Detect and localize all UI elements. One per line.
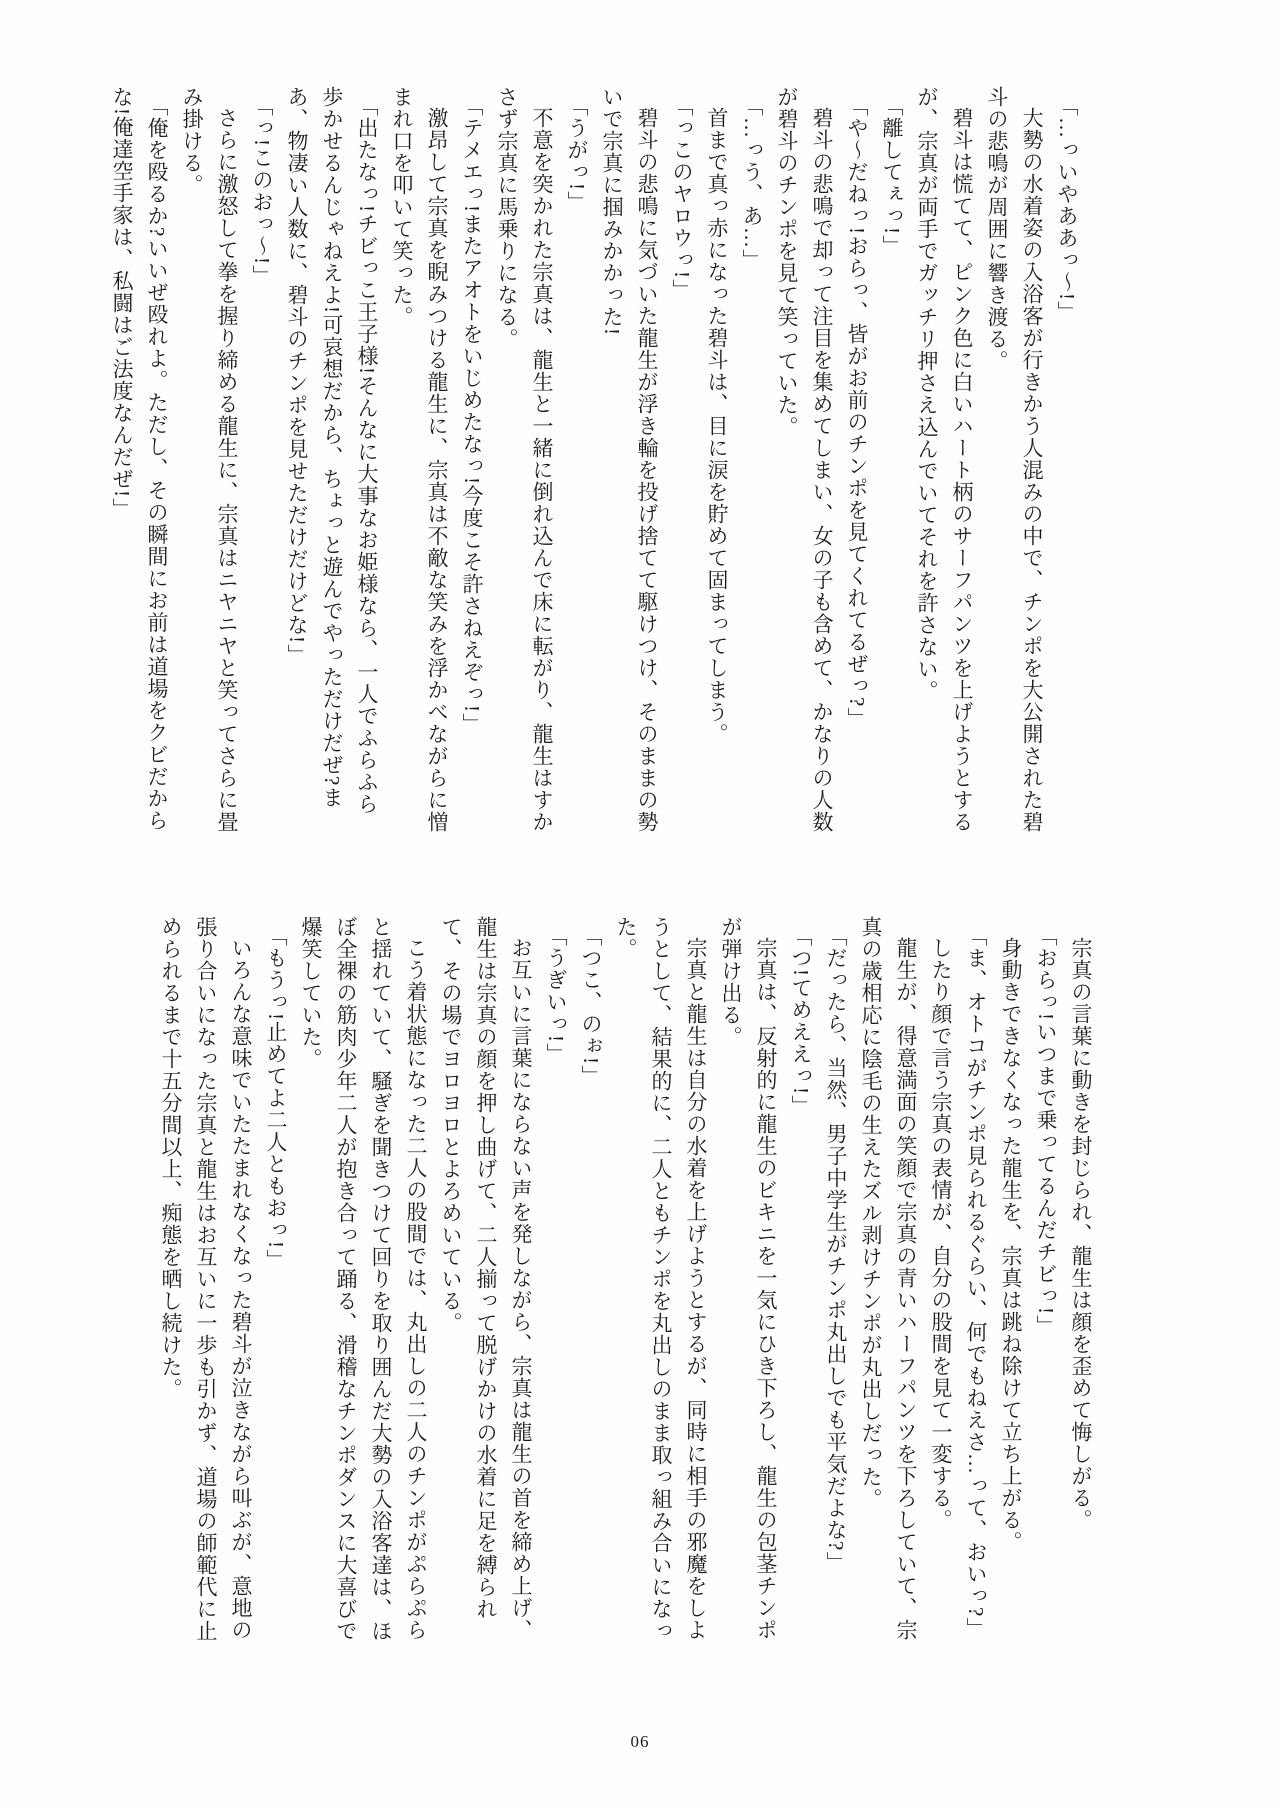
paragraph: お互いに言葉にならない声を発しながら、宗真は龍生の首を締め上げ、龍生は宗真の顔を押し曲げて、二人揃って脱げかけの水着に足を縛られて、その場でヨロヨロとよろめいている。	[439, 916, 533, 1641]
paragraph: さらに激怒して拳を握り締める龍生に、宗真はニヤニヤと笑ってさらに畳み掛ける。	[180, 86, 239, 833]
bottom-text-block	[153, 916, 1098, 1656]
paragraph: 「うぎいっ!」	[544, 925, 568, 1066]
paragraph: 宗真の言葉に動きを封じられ、龍生は顔を歪めて悔しがる。	[1069, 937, 1093, 1531]
paragraph: 身動きできなくなった龍生を、宗真は跳ね除けて立ち上がる。	[999, 937, 1023, 1553]
paragraph: 宗真と龍生は自分の水着を上げようとするが、同時に相手の邪魔をしようとして、結果的に、二人ともチンポを丸出しのまま取っ組み合いになった。	[614, 916, 708, 1642]
paragraph: したり顔で言う宗真の表情が、自分の股間を見て一変する。	[929, 937, 953, 1531]
paragraph: 「俺を殴るか?いいぜ殴れよ。ただし、その瞬間にお前は道場をクビだからな!俺達空手家は、私闘はご法度なんだぜ!」	[110, 86, 169, 832]
paragraph: いろんな意味でいたたまれなくなった碧斗が泣きながら叫ぶが、意地の張り合いになった宗真と龍生はお互いに一歩も引かず、道場の師範代に止められるまで十五分間以上、痴態を晒し続けた。	[159, 916, 253, 1642]
paragraph: 「もうっ!止めてよ二人ともおっ!」	[264, 925, 288, 1272]
paragraph: 「出たなっ!チビっこ王子様!そんなに大事なお姫様なら、一人でふらふら歩かせるんじゃねえよ!可哀想だから、ちょっと遊んでやっただけだぜ?まあ、物凄い人数に、碧斗のチンポを見せただけだけどな!」	[285, 86, 379, 816]
paragraph: 「つこ、のぉ!」	[579, 925, 603, 1088]
paragraph: 碧斗の悲鳴で却って注目を集めてしまい、女の子も含めて、かなりの人数が碧斗のチンポを見て笑っていた。	[775, 86, 834, 833]
paragraph: 宗真は、反射的に龍生のビキニを一気にひき下ろし、龍生の包茎チンポが弾け出る。	[719, 916, 778, 1641]
paragraph: 「おらっ!いつまで乗ってるんだチビっ!」	[1034, 925, 1058, 1338]
page-number: 06	[630, 1732, 650, 1751]
paragraph: 「…っう、あ…」	[740, 95, 764, 272]
paragraph: 首まで真っ赤になった碧斗は、目に涙を貯めて固まってしまう。	[705, 107, 729, 745]
paragraph: 激昂して宗真を睨みつける龍生に、宗真は不敵な笑みを浮かべながらに憎まれ口を叩いて笑った。	[390, 86, 449, 833]
paragraph: 「…っいやああっ〜!」	[1055, 95, 1079, 324]
paragraph: 「つ!てめええっ!」	[789, 925, 813, 1118]
paragraph: 「離してぇっ!」	[880, 95, 904, 258]
paragraph: 不意を突かれた宗真は、龍生と一緒に倒れ込んで床に転がり、龍生はすかさず宗真に馬乗りになる。	[495, 86, 554, 833]
paragraph: 碧斗の悲鳴に気づいた龍生が浮き輪を投げ捨てて駆けつけ、そのままの勢いで宗真に掴みかかった!	[600, 86, 659, 833]
paragraph: 「っこのヤロウっ!」	[670, 95, 694, 302]
top-text-block	[104, 86, 1084, 834]
paragraph: 「うがっ!」	[565, 95, 589, 214]
paragraph: 碧斗は慌てて、ピンク色に白いハート柄のサーフパンツを上げようとするが、宗真が両手でガッチリ押さえ込んでいてそれを許さない。	[915, 86, 974, 833]
paragraph: 大勢の水着姿の入浴客が行きかう人混みの中で、チンポを大公開された碧斗の悲鳴が周囲に響き渡る。	[985, 86, 1044, 833]
paragraph: こう着状態になった二人の股間では、丸出しの二人のチンポがぷらぷらと揺れていて、騒ぎを聞きつけて回りを取り囲んだ大勢の入浴客達は、ほぼ全裸の筋肉少年二人が抱き合って踊る、滑稽なチンポダンスに大喜びで爆笑していた。	[299, 916, 428, 1642]
paragraph: 「や〜だねっ!おらっ、皆がお前のチンポを見てくれてるぜっ?」	[845, 95, 869, 730]
paragraph: 「だったら、当然、男子中学生がチンポ丸出しでも平気だよな?」	[824, 925, 848, 1574]
paragraph: 龍生が、得意満面の笑顔で宗真の青いハーフパンツを下ろしていて、宗真の歳相応に陰毛の生えたズル剥けチンポが丸出しだった。	[859, 916, 918, 1641]
paragraph: 「っ!このおっ〜!」	[250, 95, 274, 288]
paragraph: 「テメエっ!またアオトをいじめたなっ!今度こそ許さねえぞっ!」	[460, 95, 484, 736]
paragraph: 「ま、オトコがチンポ見られるぐらい、何でもねえさ…って、おいっ?」	[964, 925, 988, 1640]
